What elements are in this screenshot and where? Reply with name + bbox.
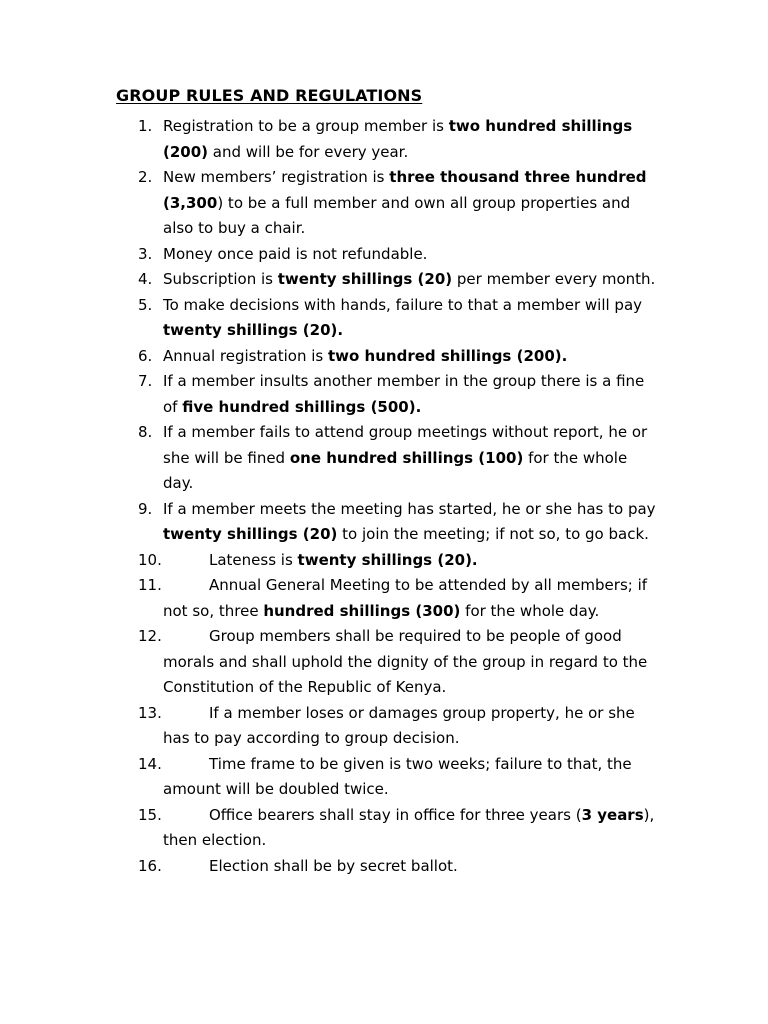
document-title: GROUP RULES AND REGULATIONS <box>116 86 423 105</box>
rule-text-bold: twenty shillings (20) <box>163 525 338 543</box>
rule-item <box>116 267 656 293</box>
rule-text: If a member fails to attend group meetings without report, he or she will be fined <box>163 423 648 467</box>
rule-number: 11. <box>138 576 162 594</box>
rule-text-bold: twenty shillings (20). <box>163 321 344 339</box>
rule-item <box>116 803 656 854</box>
rule-text: Group members shall be required to be people of good morals and shall uphold the dignity of the group in regard to the Constitution of the Republic of Kenya. <box>163 627 648 696</box>
rule-text: New members’ registration is <box>163 168 390 186</box>
rule-text: Office bearers shall stay in office for three years ( <box>209 805 582 824</box>
rule-text: If a member loses or damages group property, he or she has to pay according to group decision. <box>163 703 635 747</box>
rule-text: Annual General Meeting to be attended by all members; if not so, three <box>163 576 648 620</box>
rule-text: ) to be a full member and own all group properties and also to buy a chair. <box>163 193 631 237</box>
rule-item <box>116 293 656 344</box>
rule-text-bold: five hundred shillings (500). <box>182 397 422 416</box>
rule-item <box>116 624 656 701</box>
rule-number: 5. <box>138 295 153 314</box>
rule-number: 6. <box>138 346 153 365</box>
rule-item <box>116 497 656 548</box>
rule-item <box>116 369 656 420</box>
rule-text: Time frame to be given is two weeks; failure to that, the amount will be doubled twice. <box>163 754 632 798</box>
rule-item <box>116 344 656 370</box>
rule-number: 8. <box>138 423 153 441</box>
rule-text: Annual registration is <box>163 346 328 365</box>
rule-number: 16. <box>138 856 162 875</box>
rule-text: and will be for every year. <box>208 142 409 161</box>
rule-number: 4. <box>138 270 153 288</box>
rule-number: 3. <box>138 244 153 263</box>
rule-text: per member every month. <box>452 270 656 288</box>
rule-number: 7. <box>138 372 153 390</box>
rule-text-bold: one hundred shillings (100) <box>289 448 524 467</box>
rules-list <box>116 114 656 879</box>
rule-text: Election shall be by secret ballot. <box>209 856 458 875</box>
rule-text-bold: twenty shillings (20) <box>277 270 453 288</box>
rule-number: 14. <box>138 754 162 773</box>
rule-text: Lateness is <box>209 550 298 569</box>
rule-number: 15. <box>138 805 162 824</box>
rule-item <box>116 114 656 165</box>
rule-text: for the whole day. <box>460 601 600 620</box>
rule-text-bold: twenty shillings (20). <box>297 550 478 569</box>
rule-text: Subscription is <box>163 270 278 288</box>
rule-text-bold: three thousand three hundred (3,300 <box>163 168 647 212</box>
rule-number: 1. <box>138 117 153 135</box>
rule-item <box>116 752 656 803</box>
rule-text-bold: two hundred shillings (200). <box>327 346 568 365</box>
rule-number: 13. <box>138 703 162 722</box>
rule-text: If a member meets the meeting has started, he or she has to pay <box>163 499 656 518</box>
rule-text: Money once paid is not refundable. <box>163 244 428 263</box>
rule-text: If a member insults another member in the group there is a fine of <box>163 372 645 416</box>
rule-number: 10. <box>138 550 162 569</box>
rule-item <box>116 420 656 497</box>
rule-item <box>116 165 656 242</box>
rule-item <box>116 854 656 880</box>
rule-number: 12. <box>138 627 162 645</box>
rule-item <box>116 573 656 624</box>
rule-text-bold: 3 years <box>581 805 644 824</box>
rule-text: for the whole day. <box>163 448 628 492</box>
rule-text: ), then election. <box>163 805 655 849</box>
rule-text-bold: two hundred shillings (200) <box>163 117 633 161</box>
rule-text: Registration to be a group member is <box>163 117 449 135</box>
rule-text: To make decisions with hands, failure to that a member will pay <box>163 295 643 314</box>
rule-item <box>116 242 656 268</box>
rule-number: 9. <box>138 499 153 518</box>
rule-text: to join the meeting; if not so, to go back. <box>337 525 649 543</box>
rule-item <box>116 548 656 574</box>
rule-number: 2. <box>138 168 153 186</box>
rule-text-bold: hundred shillings (300) <box>263 601 461 620</box>
rule-item <box>116 701 656 752</box>
